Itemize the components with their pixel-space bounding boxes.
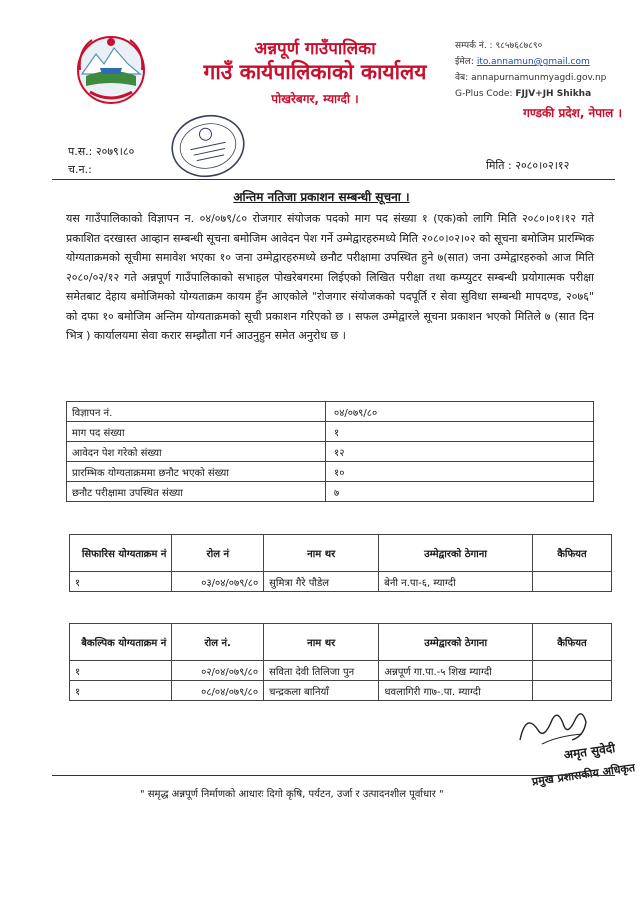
table-row <box>70 681 612 701</box>
table-header-row <box>70 535 612 572</box>
notice-body: यस गाउँपालिकाको विज्ञापन न. ०४/०७९/८० रोजगार संयोजक पदको माग पद संख्या १ (एक)को लागि मिति २०८०।०१।१२ गते प्रकाशित दरखास्त आव्हान सम्बन्धी सूचना बमोजिम आवेदन पेश गर्ने उम्मेद्वारहरुमध्ये मिति २०८०।०२।०२ को सूचना बमोजिम प्रारम्भिक योग्यताक्रमको सूचीमा समावेश भएका १० जना उम्मेद्वारहरुमध्ये छनौट परीक्षामा उपस्थित हुने ७(सात) जना उम्मेद्वारहरुको आज मिति २०८०/०२/१२ गते अन्नपूर्ण गाउँपालिकाको सभाहल पोखरेबगरमा लिईएको लिखित परीक्षा तथा कम्प्युटर सम्बन्धी प्रयोगात्मक परीक्षा समेतबाट देहाय बमोजिमको योग्यताक्रम कायम हुँन आएकोले "रोजगार संयोजकको पदपूर्ति र सेवा सुविधा सम्बन्धी मापदण्ड, २०७६" को दफा १० बमोजिम अन्तिम योग्यताक्रमको सूची प्रकाशन गरिएको छ । सफल उम्मेद्वारले सूचना प्रकाशन भएको मितिले ७ (सात दिन भित्र ) कार्यालयमा सेवा करार सम्झौता गर्न आउनुहुन समेत अनुरोध छ । <box>66 212 594 342</box>
info-value: १२ <box>326 442 594 462</box>
table-row <box>70 572 612 592</box>
phone-label: सम्पर्क नं. : <box>455 41 493 51</box>
info-label: विज्ञापन नं. <box>67 402 326 422</box>
cell-roll: ०८/०४/०७९/८० <box>172 681 264 701</box>
cell-remarks <box>532 681 611 701</box>
signatory-name: अमृत सुवेदी <box>562 741 617 763</box>
cell-rank: १ <box>70 572 172 592</box>
col-header-name: नाम थर <box>264 535 379 572</box>
signatory-title: प्रमुख प्रशासकीय अधिकृत <box>531 761 636 789</box>
municipality-name: अन्नपूर्ण गाउँपालिका <box>254 39 376 59</box>
cell-address: बेनी न.पा-६, म्याग्दी <box>379 572 533 592</box>
notice-subject: अन्तिम नतिजा प्रकाशन सम्बन्धी सूचना । <box>233 190 410 204</box>
cell-address: धवलागिरी गा७-.पा. म्याग्दी <box>379 681 533 701</box>
info-label: आवेदन पेश गरेको संख्या <box>67 442 326 462</box>
col-header-address: उम्मेद्वारको ठेगाना <box>379 535 533 572</box>
table-row <box>70 661 612 681</box>
cell-roll: ०२/०४/०७९/८० <box>172 661 264 681</box>
col-header-rank: बैकल्पिक योग्यताक्रम नं <box>70 624 172 661</box>
gplus-value: FJJV+JH Shikha <box>515 89 592 99</box>
cell-rank: १ <box>70 681 172 701</box>
table-row <box>67 402 594 422</box>
office-name: गाउँ कार्यपालिकाको कार्यालय <box>203 60 427 84</box>
cell-roll: ०३/०४/०७९/८० <box>172 572 264 592</box>
contact-block <box>455 38 635 102</box>
cell-name: सुमित्रा गैरे पौडेल <box>264 572 379 592</box>
web-value: annapurnamunmyagdi.gov.np <box>471 73 607 83</box>
recommended-candidates-table <box>69 534 612 592</box>
office-address: पोखरेबगर, म्याग्दी । <box>271 92 359 106</box>
info-value: ०४/०७९/८० <box>326 402 594 422</box>
col-header-remarks: कैफियत <box>532 535 611 572</box>
reference-cn: च.न.: <box>68 163 92 176</box>
info-value: ७ <box>326 482 594 502</box>
notice-date: मिति : २०८०।०२।१२ <box>486 159 570 172</box>
info-label: प्रारम्भिक योग्यताक्रममा छनौट भएको संख्या <box>67 462 326 482</box>
info-label: माग पद संख्या <box>67 422 326 442</box>
nepal-emblem-icon <box>72 30 150 108</box>
col-header-remarks: कैफियत <box>532 624 611 661</box>
gplus-label: G-Plus Code: <box>455 89 513 99</box>
info-label: छनौट परीक्षामा उपस्थित संख्या <box>67 482 326 502</box>
province-name: गण्डकी प्रदेश, नेपाल । <box>523 106 622 120</box>
footer-divider <box>52 775 615 776</box>
info-value: १ <box>326 422 594 442</box>
cell-name: चन्द्रकला बानियाँ <box>264 681 379 701</box>
phone-value: ९८५७६८७८९० <box>495 41 543 51</box>
web-label: वेब: <box>455 73 469 83</box>
col-header-roll: रोल नं. <box>172 624 264 661</box>
email-label: ईमेल: <box>455 57 474 67</box>
footer-slogan: " समृद्ध अन्नपूर्ण निर्माणको आधारः दिगो कृषि, पर्यटन, उर्जा र उत्पादनशील पूर्वाधार " <box>140 789 444 800</box>
reference-ps: प.स.: २०७९।८० <box>68 145 135 158</box>
alternate-candidates-table <box>69 623 612 701</box>
table-row <box>67 442 594 462</box>
office-stamp-icon <box>168 110 248 182</box>
info-value: १० <box>326 462 594 482</box>
table-header-row <box>70 624 612 661</box>
cell-remarks <box>532 572 611 592</box>
header-divider <box>52 179 615 180</box>
cell-name: सविता देवी तिलिजा पुन <box>264 661 379 681</box>
cell-remarks <box>532 661 611 681</box>
cell-address: अन्नपूर्ण गा.पा.-५ शिख म्याग्दी <box>379 661 533 681</box>
table-row <box>67 482 594 502</box>
col-header-name: नाम थर <box>264 624 379 661</box>
email-link[interactable]: ito.annamun@gmail.com <box>476 57 590 67</box>
vacancy-info-table <box>66 401 594 502</box>
cell-rank: १ <box>70 661 172 681</box>
table-row <box>67 422 594 442</box>
col-header-rank: सिफारिस योग्यताक्रम नं <box>70 535 172 572</box>
table-row <box>67 462 594 482</box>
col-header-address: उम्मेद्वारको ठेगाना <box>379 624 533 661</box>
col-header-roll: रोल नं <box>172 535 264 572</box>
